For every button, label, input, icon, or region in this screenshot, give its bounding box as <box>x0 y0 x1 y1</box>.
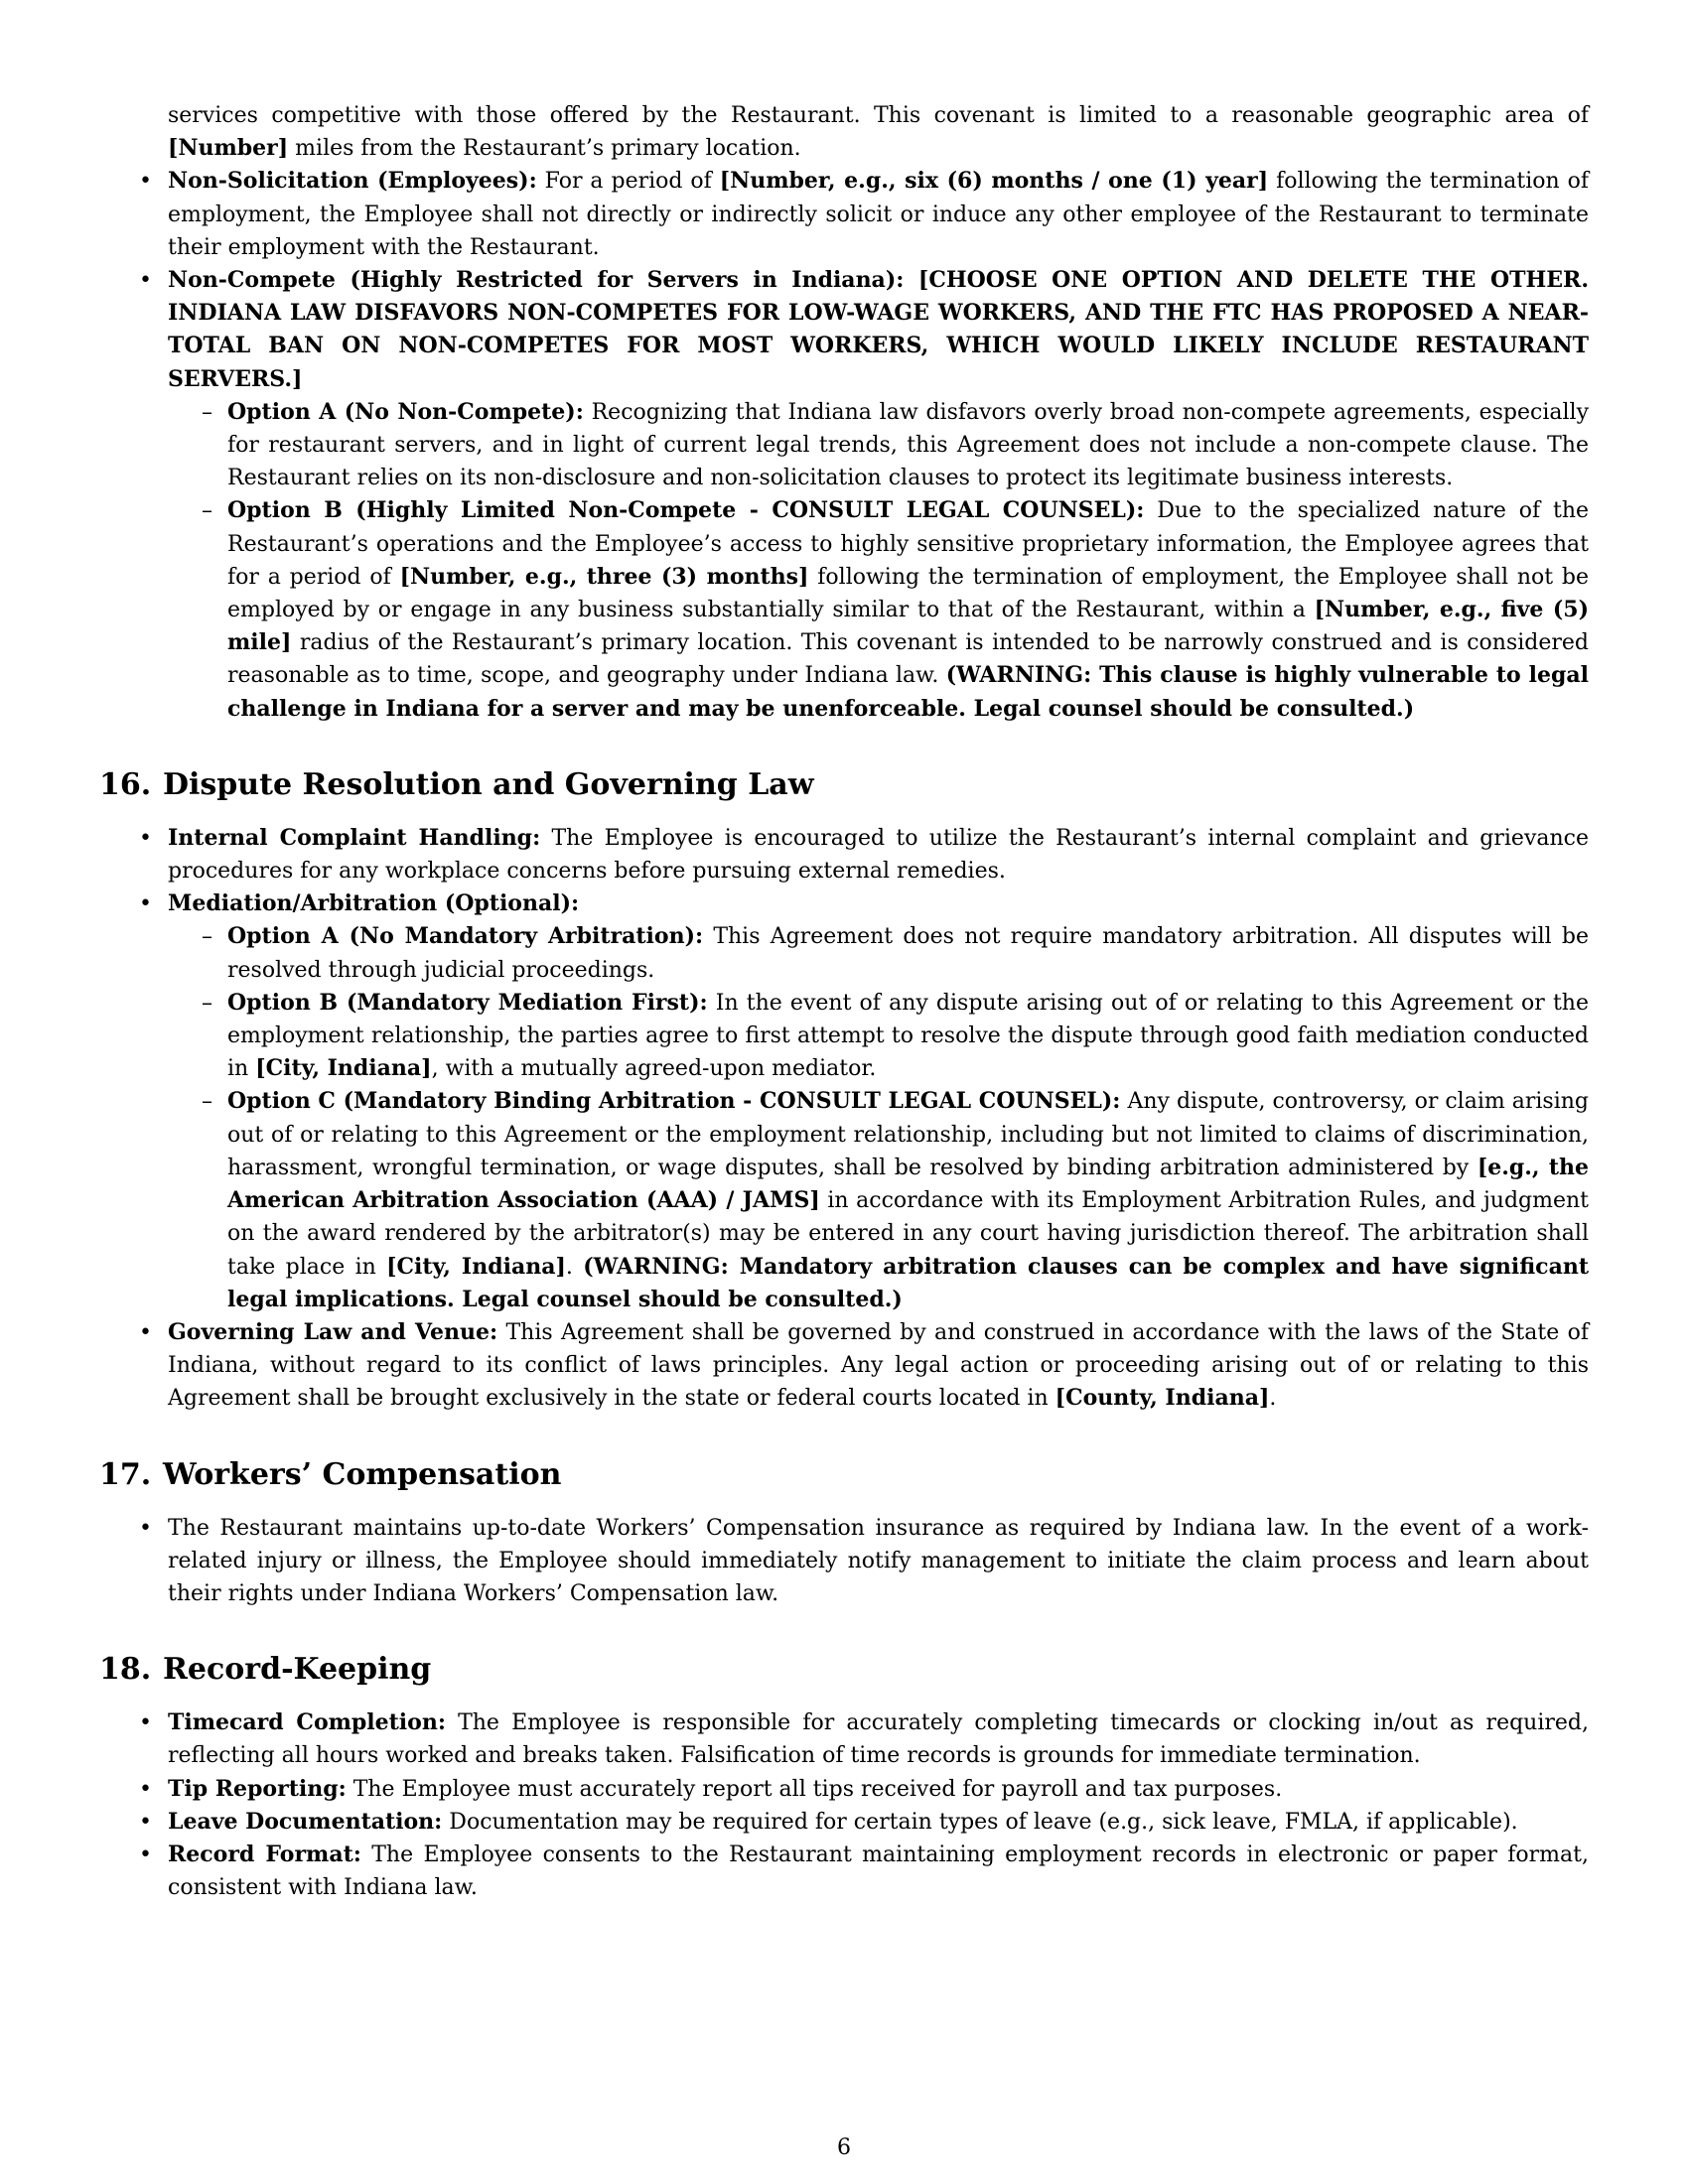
page-content <box>99 99 1589 1904</box>
list-item-mediation-arbitration: • Mediation/Arbitration (Optional): – Option A (No Mandatory Arbitration): This Agreement does not require mandatory arbitration. All disputes will be resolved through judicial proceedings. – Option B (Mandatory Mediation First): In the event of any dispute arising out of or relating to this Agreement or the employment relationship, the parties agree to first attempt to resolve the dispute through good faith mediation conducted in [City, Indiana], with a mutually agreed-upon mediator. – Option C (Mandatory Binding Arbitration - CONSULT LEGAL COUNSEL): Any dispute, controversy, or claim arising out of or relating to this Agreement or the employment relationship, including but not limited to claims of discrimination, harassment, wrongful termination, or wage disputes, shall be resolved by binding arbitration administered by [e.g., the American Arbitration Association (AAA) / JAMS] in accordance with its Employment Arbitration Rules, and judgment on the award rendered by the arbitrator(s) may be entered in any court having jurisdiction thereof. The arbitration shall take place in [City, Indiana]. (WARNING: Mandatory arbitration clauses can be complex and have significant legal implications. Legal counsel should be consulted.) <box>99 887 1589 1316</box>
page-number: 6 <box>837 2135 851 2160</box>
section-18-list <box>99 1706 1589 1904</box>
section-16-list <box>99 822 1589 1416</box>
arbitration-option-b: – Option B (Mandatory Mediation First): In the event of any dispute arising out of or relating to this Agreement or the employment relationship, the parties agree to first attempt to resolve the dispute through good faith mediation conducted in [City, Indiana], with a mutually agreed-upon mediator. <box>168 987 1589 1086</box>
list-item-record-format: • Record Format: The Employee consents to the Restaurant maintaining employment records in electronic or paper format, consistent with Indiana law. <box>99 1839 1589 1904</box>
list-item-internal-complaint: • Internal Complaint Handling: The Employee is encouraged to utilize the Restaurant’s internal complaint and grievance procedures for any workplace concerns before pursuing external remedies. <box>99 822 1589 887</box>
list-item-tip-reporting: • Tip Reporting: The Employee must accurately report all tips received for payroll and tax purposes. <box>99 1773 1589 1806</box>
non-compete-options <box>168 396 1589 726</box>
covenant-continuation: services competitive with those offered by the Restaurant. This covenant is limited to a reasonable geographic area of [Number] miles from the Restaurant’s primary location. <box>168 103 1589 162</box>
section-17-list <box>99 1512 1589 1611</box>
list-item-non-compete: • Non-Compete (Highly Restricted for Servers in Indiana): [CHOOSE ONE OPTION AND DELETE THE OTHER. INDIANA LAW DISFAVORS NON-COMPETES FOR LOW-WAGE WORKERS, AND THE FTC HAS PROPOSED A NEAR-TOTAL BAN ON NON-COMPETES FOR MOST WORKERS, WHICH WOULD LIKELY INCLUDE RESTAURANT SERVERS.] – Option A (No Non-Compete): Recognizing that Indiana law disfavors overly broad non-compete agreements, especially for restaurant servers, and in light of current legal trends, this Agreement does not include a non-compete clause. The Restaurant relies on its non-disclosure and non-solicitation clauses to protect its legitimate business interests. – Option B (Highly Limited Non-Compete - CONSULT LEGAL COUNSEL): Due to the specialized nature of the Restaurant’s operations and the Employee’s access to highly sensitive proprietary information, the Employee agrees that for a period of [Number, e.g., three (3) months] following the termination of employment, the Employee shall not be employed by or engage in any business substantially similar to that of the Restaurant, within a [Number, e.g., five (5) mile] radius of the Restaurant’s primary location. This covenant is intended to be narrowly construed and is considered reasonable as to time, scope, and geography under Indiana law. (WARNING: This clause is highly vulnerable to legal challenge in Indiana for a server and may be unenforceable. Legal counsel should be consulted.) <box>99 264 1589 726</box>
section-heading-18: 18. Record-Keeping <box>99 1652 432 1688</box>
section-15-list <box>99 165 1589 725</box>
non-compete-instruction: [CHOOSE ONE OPTION AND DELETE THE OTHER. INDIANA LAW DISFAVORS NON-COMPETES FOR LOW-WAGE WORKERS, AND THE FTC HAS PROPOSED A NEAR-TOTAL BAN ON NON-COMPETES FOR MOST WORKERS, WHICH WOULD LIKELY INCLUDE RESTAURANT SERVERS.] <box>168 267 1589 392</box>
list-item-timecard: • Timecard Completion: The Employee is responsible for accurately completing timecards or clocking in/out as required, reflecting all hours worked and breaks taken. Falsification of time records is grounds for immediate termination. <box>99 1706 1589 1772</box>
arbitration-option-a: – Option A (No Mandatory Arbitration): This Agreement does not require mandatory arbitration. All disputes will be resolved through judicial proceedings. <box>168 920 1589 986</box>
section-heading-17: 17. Workers’ Compensation <box>99 1456 562 1492</box>
arbitration-warning: (WARNING: Mandatory arbitration clauses can be complex and have significant legal implications. Legal counsel should be consulted.) <box>227 1253 1589 1312</box>
non-compete-option-b: – Option B (Highly Limited Non-Compete - CONSULT LEGAL COUNSEL): Due to the specialized nature of the Restaurant’s operations and the Employee’s access to highly sensitive proprietary information, the Employee agrees that for a period of [Number, e.g., three (3) months] following the termination of employment, the Employee shall not be employed by or engage in any business substantially similar to that of the Restaurant, within a [Number, e.g., five (5) mile] radius of the Restaurant’s primary location. This covenant is intended to be narrowly construed and is considered reasonable as to time, scope, and geography under Indiana law. (WARNING: This clause is highly vulnerable to legal challenge in Indiana for a server and may be unenforceable. Legal counsel should be consulted.) <box>168 494 1589 725</box>
list-item-non-solicitation: • Non-Solicitation (Employees): For a period of [Number, e.g., six (6) months / one (1) year] following the termination of employment, the Employee shall not directly or indirectly solicit or induce any other employee of the Restaurant to terminate their employment with the Restaurant. <box>99 165 1589 264</box>
arbitration-options <box>168 920 1589 1315</box>
list-item-governing-law: • Governing Law and Venue: This Agreement shall be governed by and construed in accordance with the laws of the State of Indiana, without regard to its conflict of laws principles. Any legal action or proceeding arising out of or relating to this Agreement shall be brought exclusively in the state or federal courts located in [County, Indiana]. <box>99 1316 1589 1416</box>
non-compete-option-a: – Option A (No Non-Compete): Recognizing that Indiana law disfavors overly broad non-compete agreements, especially for restaurant servers, and in light of current legal trends, this Agreement does not include a non-compete clause. The Restaurant relies on its non-disclosure and non-solicitation clauses to protect its legitimate business interests. <box>168 396 1589 495</box>
arbitration-option-c: – Option C (Mandatory Binding Arbitration - CONSULT LEGAL COUNSEL): Any dispute, controversy, or claim arising out of or relating to this Agreement or the employment relationship, including but not limited to claims of discrimination, harassment, wrongful termination, or wage disputes, shall be resolved by binding arbitration administered by [e.g., the American Arbitration Association (AAA) / JAMS] in accordance with its Employment Arbitration Rules, and judgment on the award rendered by the arbitrator(s) may be entered in any court having jurisdiction thereof. The arbitration shall take place in [City, Indiana]. (WARNING: Mandatory arbitration clauses can be complex and have significant legal implications. Legal counsel should be consulted.) <box>168 1085 1589 1315</box>
section-heading-16: 16. Dispute Resolution and Governing Law <box>99 766 814 802</box>
list-item-leave-documentation: • Leave Documentation: Documentation may be required for certain types of leave (e.g., sick leave, FMLA, if applicable). <box>99 1806 1589 1839</box>
non-compete-warning: (WARNING: This clause is highly vulnerable to legal challenge in Indiana for a server and may be unenforceable. Legal counsel should be consulted.) <box>227 662 1589 722</box>
list-item-workers-comp: • The Restaurant maintains up-to-date Workers’ Compensation insurance as required by Indiana law. In the event of a work-related injury or illness, the Employee should immediately notify management to initiate the claim process and learn about their rights under Indiana Workers’ Compensation law. <box>99 1512 1589 1611</box>
placeholder-number: [Number] <box>168 135 289 162</box>
